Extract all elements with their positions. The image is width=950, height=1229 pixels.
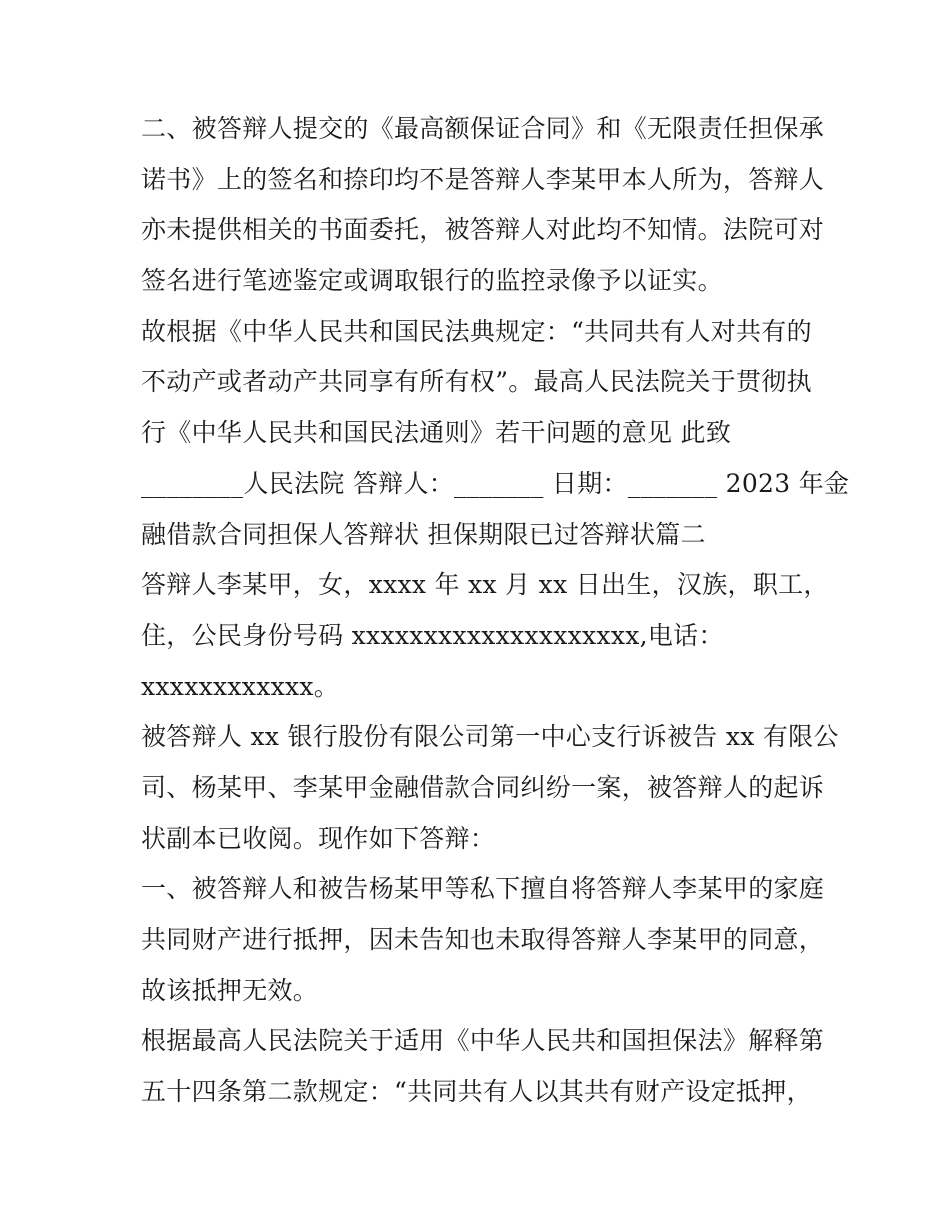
text-line: 住，公民身份号码 xxxxxxxxxxxxxxxxxxxx,电话： — [141, 620, 724, 650]
text-line: 被答辩人 xx 银行股份有限公司第一中心支行诉被告 xx 有限公 — [141, 722, 839, 752]
text-line: 二、被答辩人提交的《最高额保证合同》和《无限责任担保承 — [141, 114, 825, 143]
text-line: 故根据《中华人民共和国民法典规定：“共同共有人对共有的 — [141, 316, 812, 346]
text-line: 答辩人李某甲，女，xxxx 年 xx 月 xx 日出生，汉族，职工， — [141, 570, 829, 600]
text-line: ________人民法院 答辩人：_______ 日期：_______ 2023 年金 — [141, 468, 850, 498]
text-line: 不动产或者动产共同享有所有权”。最高人民法院关于贯彻执 — [141, 367, 812, 397]
document-body — [141, 104, 850, 1118]
text-line: 共同财产进行抵押，因未告知也未取得答辩人李某甲的同意， — [141, 925, 825, 954]
text-line: 故该抵押无效。 — [141, 975, 319, 1005]
text-line: xxxxxxxxxxxx。 — [141, 671, 340, 701]
text-line: 诺书》上的签名和捺印均不是答辩人李某甲本人所为，答辩人 — [141, 164, 825, 194]
text-line: 司、杨某甲、李某甲金融借款合同纠纷一案，被答辩人的起诉 — [141, 772, 825, 802]
text-line: 一、被答辩人和被告杨某甲等私下擅自将答辩人李某甲的家庭 — [141, 874, 825, 904]
text-line: 行《中华人民共和国民法通则》若干问题的意见 此致 — [141, 418, 732, 448]
text-line: 五十四条第二款规定：“共同共有人以其共有财产设定抵押， — [141, 1077, 812, 1107]
text-line: 融借款合同担保人答辩状 担保期限已过答辩状篇二 — [141, 519, 706, 549]
text-line: 亦未提供相关的书面委托，被答辩人对此均不知情。法院可对 — [141, 215, 825, 245]
text-line: 根据最高人民法院关于适用《中华人民共和国担保法》解释第 — [141, 1026, 825, 1056]
text-line: 签名进行笔迹鉴定或调取银行的监控录像予以证实。 — [141, 266, 723, 296]
text-line: 状副本已收阅。现作如下答辩： — [141, 823, 496, 853]
